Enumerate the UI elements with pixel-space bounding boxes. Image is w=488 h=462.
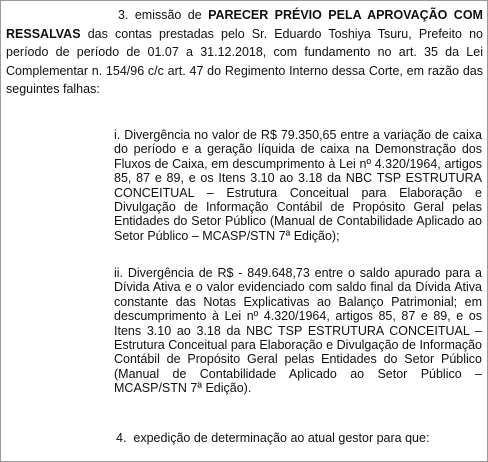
finding-item-i: i. Divergência no valor de R$ 79.350,65 entre a variação de caixa do período e a geração líquida de caixa na Demonstração dos Fluxos de Caixa, em descumprimento à Lei nº 4.320/1964, artigos 85, 87 e 89, e os Itens 3.10 ao 3.18 da NBC TSP ESTRUTURA CONCEITUAL – Estrutura Conceitual para Elaboração e Divulgação de Informação Contábil de Propósito Geral pelas Entidades do Setor Público (Manual de Contabilidade Aplicado ao Setor Público – MCASP/STN 7ª Edição); (114, 128, 482, 243)
paragraph-4 (116, 429, 429, 447)
paragraph-4-number: 4. (116, 431, 127, 445)
paragraph-3-lead: emissão de (134, 8, 202, 22)
paragraph-3 (6, 6, 483, 99)
paragraph-3-body: das contas prestadas pelo Sr. Eduardo Toshiya Tsuru, Prefeito no período de período de 01.07 a 31.12.2018, com fundamento no art. 35 da Lei Complementar n. 154/96 c/c art. 47 do Regimento Interno dessa Corte, em razão das seguintes falhas: (6, 26, 483, 96)
paragraph-3-decision: PARECER PRÉVIO PELA APROVAÇÃO COM RESSALVAS (6, 8, 483, 41)
finding-item-ii: ii. Divergência de R$ - 849.648,73 entre o saldo apurado para a Dívida Ativa e o valor evidenciado com saldo final da Dívida Ativa constante das Notas Explicativas ao Balanço Patrimonial; em descumprimento à Lei nº 4.320/1964, artigos 85, 87 e 89, e os Itens 3.10 ao 3.18 da NBC TSP ESTRUTURA CONCEITUAL – Estrutura Conceitual para Elaboração e Divulgação de Informação Contábil de Propósito Geral pelas Entidades do Setor Público (Manual de Contabilidade Aplicado ao Setor Público – MCASP/STN 7ª Edição). (114, 266, 482, 396)
paragraph-3-number: 3. (118, 8, 129, 22)
paragraph-4-text: expedição de determinação ao atual gestor para que: (133, 431, 430, 445)
